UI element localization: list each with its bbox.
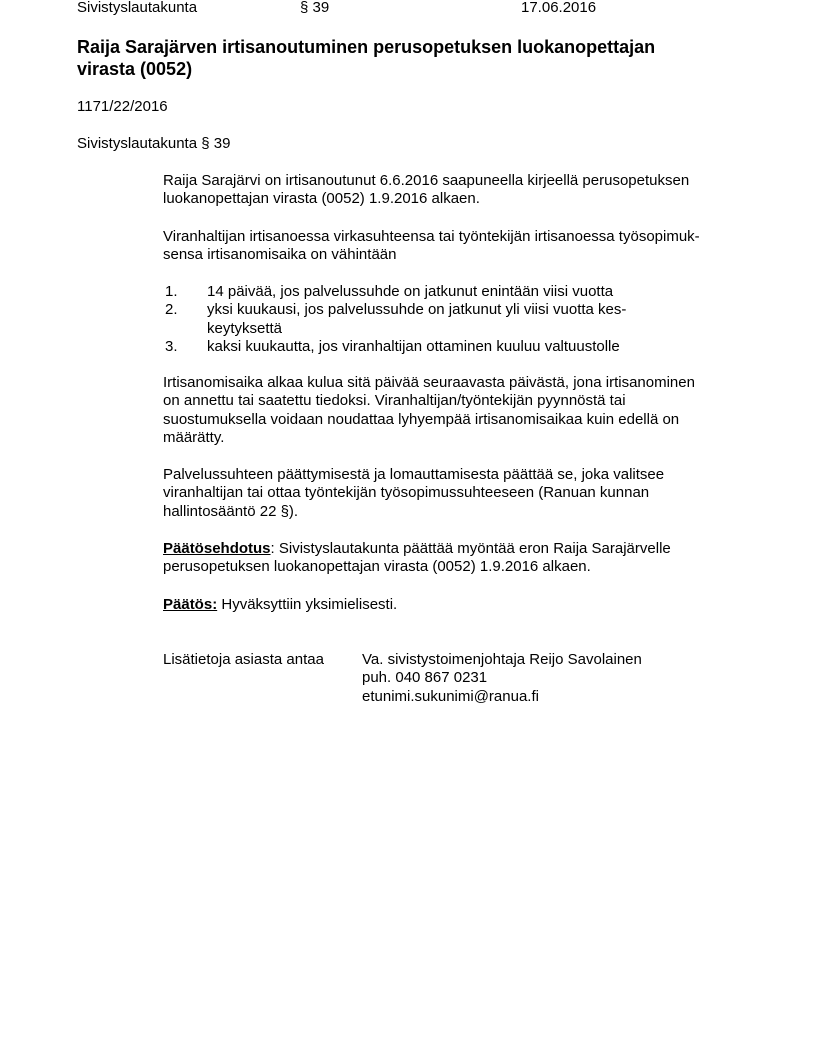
- text-line: Palvelussuhteen päättymisestä ja lomauttamisesta päättää se, joka valitsee: [163, 466, 665, 483]
- text-line: keytyksettä: [207, 319, 283, 337]
- header-board: Sivistyslautakunta: [77, 0, 198, 16]
- title-line: virasta (0052): [77, 59, 193, 79]
- list-item: [165, 338, 626, 356]
- text-line: 14 päivää, jos palvelussuhde on jatkunut enintään viisi vuotta: [207, 283, 614, 300]
- text-line: hallintosääntö 22 §).: [163, 502, 299, 520]
- paragraph-3: [163, 374, 695, 448]
- list-number: 2.: [165, 301, 178, 319]
- decision: [163, 596, 397, 614]
- text-line: Raija Sarajärvi on irtisanoutunut 6.6.2016 saapuneella kirjeellä perusopetuksen: [163, 172, 690, 189]
- text-line: Irtisanomisaika alkaa kulua sitä päivää seuraavasta päivästä, jona irtisanominen: [163, 374, 695, 391]
- contact-info: [362, 651, 642, 706]
- contact-label-text: Lisätietoja asiasta antaa: [163, 651, 324, 668]
- paragraph-1: [163, 172, 689, 209]
- text-line: yksi kuukausi, jos palvelussuhde on jatkunut yli viisi vuotta kes-: [207, 301, 627, 319]
- header-section: § 39: [300, 0, 330, 16]
- list-number: 3.: [165, 338, 178, 356]
- proposal-label: Päätösehdotus: [163, 540, 271, 557]
- text-line: määrätty.: [163, 429, 225, 447]
- board-section: Sivistyslautakunta § 39: [77, 135, 231, 152]
- document-title: [77, 36, 655, 80]
- header-date: 17.06.2016: [521, 0, 597, 16]
- contact-name: Va. sivistystoimenjohtaja Reijo Savolainen: [362, 651, 642, 668]
- decision-proposal: [163, 540, 671, 577]
- text-line: Viranhaltijan irtisanoessa virkasuhteensa tai työntekijän irtisanoessa työsopimuk-: [163, 228, 700, 245]
- decision-label: Päätös:: [163, 596, 218, 613]
- contact-phone: puh. 040 867 0231: [362, 669, 488, 687]
- decision-text: Hyväksyttiin yksimielisesti.: [217, 596, 398, 613]
- contact-email: etunimi.sukunimi@ranua.fi: [362, 687, 539, 705]
- text-line: suostumuksella voidaan noudattaa lyhyempää irtisanomisaikaa kuin edellä on: [163, 410, 680, 428]
- text-line: on annettu tai saatettu tiedoksi. Viranhaltijan/työntekijän pyynnöstä tai: [163, 392, 626, 410]
- list-item: [165, 301, 626, 338]
- text-line: kaksi kuukautta, jos viranhaltijan ottaminen kuuluu valtuustolle: [207, 338, 620, 356]
- proposal-text: : Sivistyslautakunta päättää myöntää eron Raija Sarajärvelle: [270, 540, 671, 557]
- list-number: 1.: [165, 283, 178, 300]
- title-line: Raija Sarajärven irtisanoutuminen perusopetuksen luokanopettajan: [77, 37, 656, 57]
- paragraph-2: [163, 228, 700, 265]
- contact-label: [163, 651, 324, 669]
- proposal-text: perusopetuksen luokanopettajan virasta (0052) 1.9.2016 alkaen.: [163, 558, 591, 576]
- numbered-list: [165, 283, 626, 357]
- text-line: luokanopettajan virasta (0052) 1.9.2016 alkaen.: [163, 190, 480, 208]
- record-number: 1171/22/2016: [77, 98, 168, 115]
- text-line: sensa irtisanomisaika on vähintään: [163, 246, 397, 264]
- paragraph-4: [163, 466, 664, 521]
- text-line: viranhaltijan tai ottaa työntekijän työsopimussuhteeseen (Ranuan kunnan: [163, 484, 650, 502]
- list-item: [165, 283, 626, 301]
